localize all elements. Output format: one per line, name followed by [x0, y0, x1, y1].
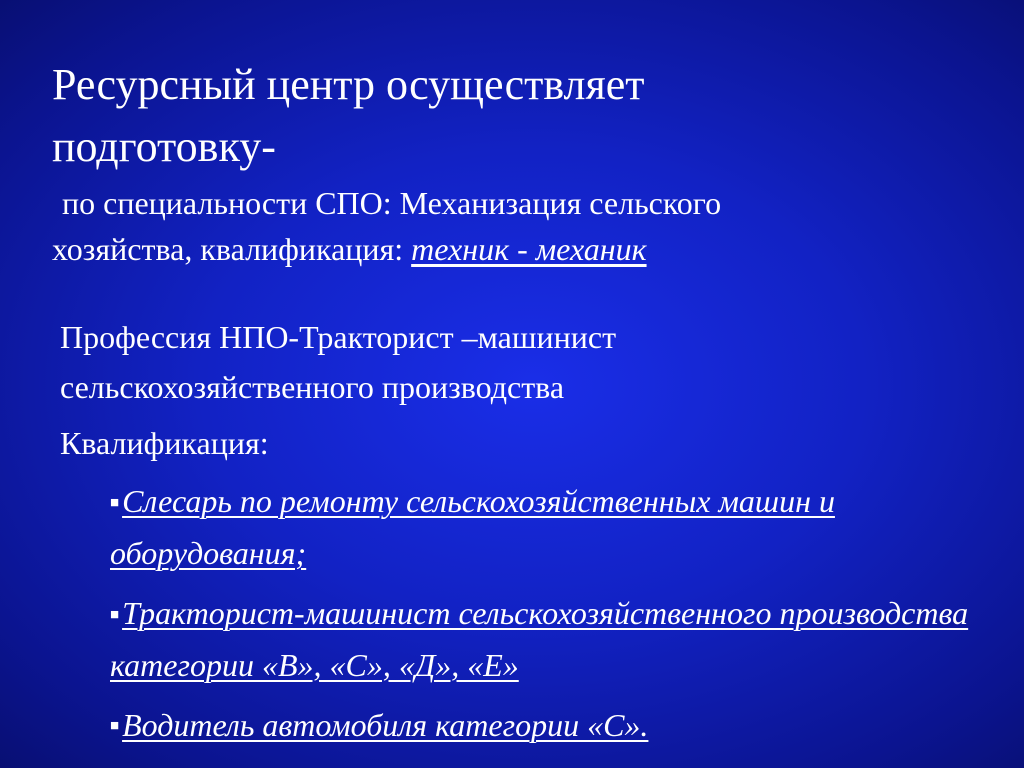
specialty-block: [52, 180, 972, 272]
profession-block: [60, 312, 980, 468]
qualification-item-text: Водитель автомобиля категории «С».: [122, 706, 649, 743]
specialty-qualification-label: хозяйства, квалификация:: [52, 231, 412, 267]
qualification-item-text: Тракторист-машинист сельскохозяйственного производства категории «В», «С», «Д», «Е»: [110, 594, 969, 683]
square-bullet-icon: ■: [110, 606, 120, 623]
square-bullet-icon: ■: [110, 494, 120, 511]
title-line-1: Ресурсный центр осуществляет: [52, 60, 645, 109]
profession-line-1: Профессия НПО-Тракторист –машинист: [60, 319, 617, 355]
square-bullet-icon: ■: [110, 718, 120, 735]
specialty-line-2: [52, 226, 972, 272]
specialty-line-1: по специальности СПО: Механизация сельского: [62, 185, 722, 221]
qualification-item-text: Слесарь по ремонту сельскохозяйственных машин и оборудования;: [110, 483, 835, 571]
specialty-qualification-value: техник - механик: [411, 231, 647, 267]
qualification-list: [110, 476, 990, 761]
profession-line-2: сельскохозяйственного производства: [60, 369, 565, 405]
qualification-item: [110, 700, 990, 752]
qualification-item: [110, 476, 990, 578]
qualification-label: Квалификация:: [60, 425, 269, 461]
title-line-2: подготовку-: [52, 122, 276, 171]
qualification-item: [110, 588, 990, 690]
slide-title: [52, 54, 952, 178]
